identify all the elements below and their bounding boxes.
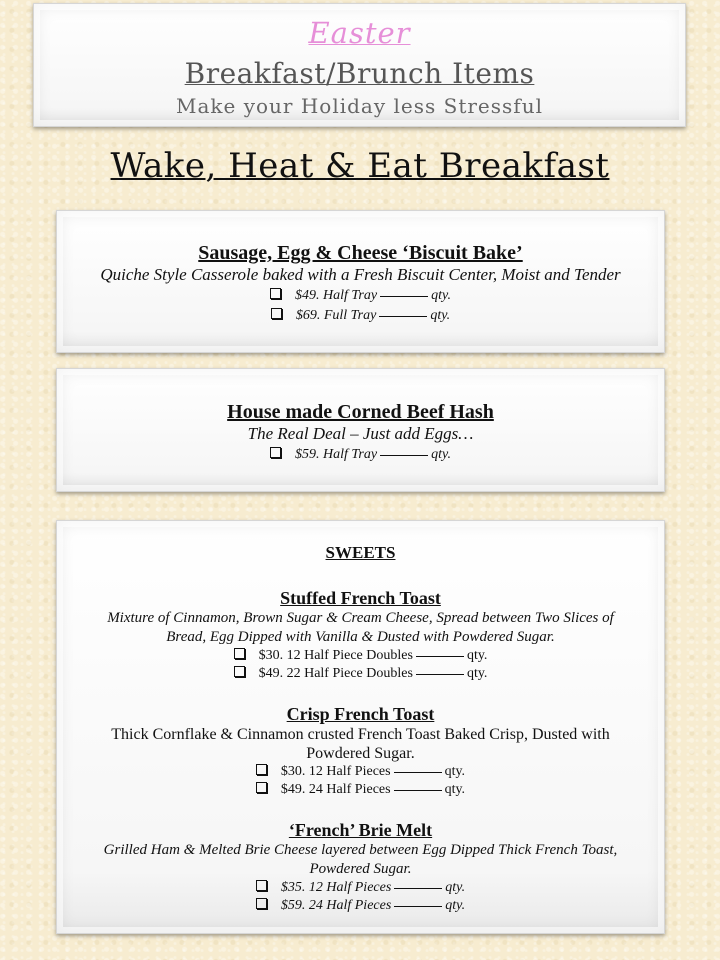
checkbox[interactable] <box>270 288 281 299</box>
qty-blank[interactable] <box>394 906 442 907</box>
checkbox[interactable] <box>256 898 267 909</box>
item-description: Powdered Sugar. <box>306 745 415 762</box>
stuffed-french-toast <box>57 587 664 683</box>
item-description: Powdered Sugar. <box>309 861 412 877</box>
checkbox[interactable] <box>234 666 245 677</box>
checkbox[interactable] <box>256 764 267 775</box>
item-description: Grilled Ham & Melted Brie Cheese layered between Egg Dipped Thick French Toast, <box>103 842 618 858</box>
french-brie-melt <box>57 819 664 915</box>
item-title: Stuffed French Toast <box>280 588 441 608</box>
header-title: Easter <box>308 16 411 50</box>
item-title: ‘French’ Brie Melt <box>288 820 433 840</box>
qty-blank[interactable] <box>380 296 428 297</box>
page-title: Wake, Heat & Eat Breakfast <box>110 146 610 186</box>
order-option: $49. Half Tray qty. <box>57 287 664 305</box>
header-subtitle: Breakfast/Brunch Items <box>184 57 535 90</box>
qty-blank[interactable] <box>380 455 428 456</box>
biscuit-bake-panel <box>56 210 665 353</box>
qty-blank[interactable] <box>394 790 442 791</box>
order-option: $35. 12 Half Pieces qty. <box>57 879 664 897</box>
sweets-panel <box>56 520 665 934</box>
qty-blank[interactable] <box>416 656 464 657</box>
item-description: The Real Deal – Just add Eggs… <box>247 424 474 443</box>
corned-beef-panel <box>56 368 665 492</box>
checkbox[interactable] <box>270 447 281 458</box>
qty-blank[interactable] <box>394 888 442 889</box>
item-description: Bread, Egg Dipped with Vanilla & Dusted with Powdered Sugar. <box>166 629 555 645</box>
checkbox[interactable] <box>234 648 245 659</box>
order-option: $49. 22 Half Piece Doubles qty. <box>57 665 664 683</box>
crisp-french-toast <box>57 703 664 799</box>
checkbox[interactable] <box>271 308 282 319</box>
order-option: $30. 12 Half Piece Doubles qty. <box>57 647 664 665</box>
item-description: Mixture of Cinnamon, Brown Sugar & Cream Cheese, Spread between Two Slices of <box>107 610 614 626</box>
order-option: $30. 12 Half Pieces qty. <box>57 763 664 781</box>
sweets-heading: SWEETS <box>325 543 396 562</box>
header-tagline: Make your Holiday less Stressful <box>176 94 543 118</box>
qty-blank[interactable] <box>379 316 427 317</box>
order-option: $69. Full Tray qty. <box>57 307 664 325</box>
item-description: Quiche Style Casserole baked with a Fresh Biscuit Center, Moist and Tender <box>100 265 621 284</box>
item-title: House made Corned Beef Hash <box>227 401 494 423</box>
order-option: $49. 24 Half Pieces qty. <box>57 781 664 799</box>
header-panel <box>33 3 686 127</box>
qty-blank[interactable] <box>394 772 442 773</box>
item-title: Crisp French Toast <box>286 704 435 724</box>
order-option: $59. 24 Half Pieces qty. <box>57 897 664 915</box>
item-title: Sausage, Egg & Cheese ‘Biscuit Bake’ <box>198 242 523 264</box>
checkbox[interactable] <box>256 782 267 793</box>
qty-blank[interactable] <box>416 674 464 675</box>
checkbox[interactable] <box>256 880 267 891</box>
order-option: $59. Half Tray qty. <box>57 446 664 464</box>
item-description: Thick Cornflake & Cinnamon crusted French Toast Baked Crisp, Dusted with <box>111 726 610 743</box>
